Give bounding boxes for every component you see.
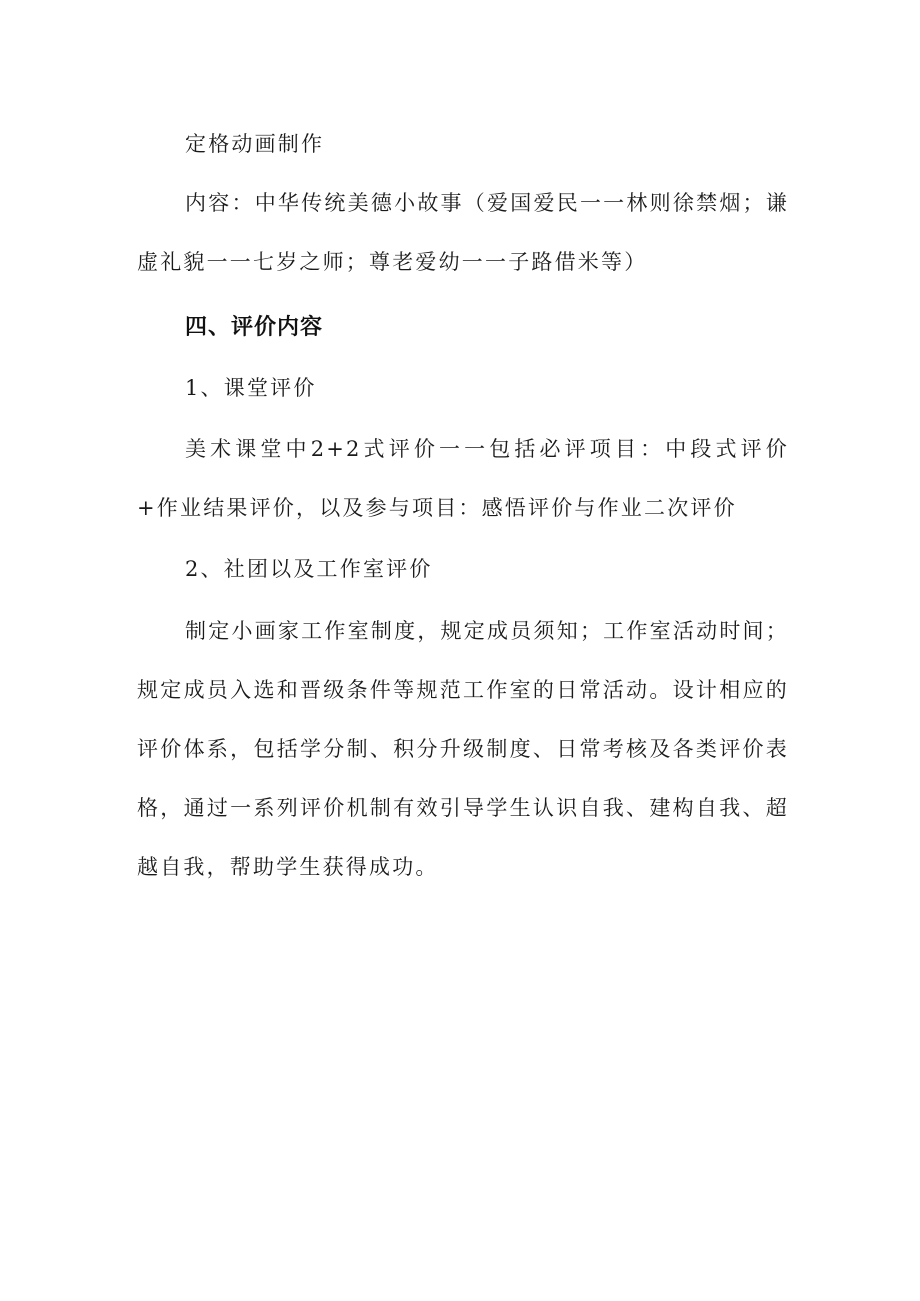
paragraph-classroom-evaluation: 美术课堂中2+2式评价一一包括必评项目：中段式评价+作业结果评价，以及参与项目：感悟评价与作业二次评价 <box>137 437 789 520</box>
paragraph-content: 内容：中华传统美德小故事（爱国爱民一一林则徐禁烟；谦虚礼貌一一七岁之师；尊老爱幼一一子路借米等） <box>137 191 789 274</box>
paragraph-club-studio-evaluation: 制定小画家工作室制度，规定成员须知；工作室活动时间；规定成员入选和晋级条件等规范工作室的日常活动。设计相应的评价体系，包括学分制、积分升级制度、日常考核及各类评价表格，通过一系列评价机制有效引导学生认识自我、建构自我、超越自我，帮助学生获得成功。 <box>137 619 789 879</box>
section-heading-evaluation: 四、评价内容 <box>185 315 324 340</box>
paragraph-stop-motion: 定格动画制作 <box>185 132 325 156</box>
subheading-club-studio: 2、社团以及工作室评价 <box>185 557 433 581</box>
subheading-classroom: 1、课堂评价 <box>185 376 317 400</box>
